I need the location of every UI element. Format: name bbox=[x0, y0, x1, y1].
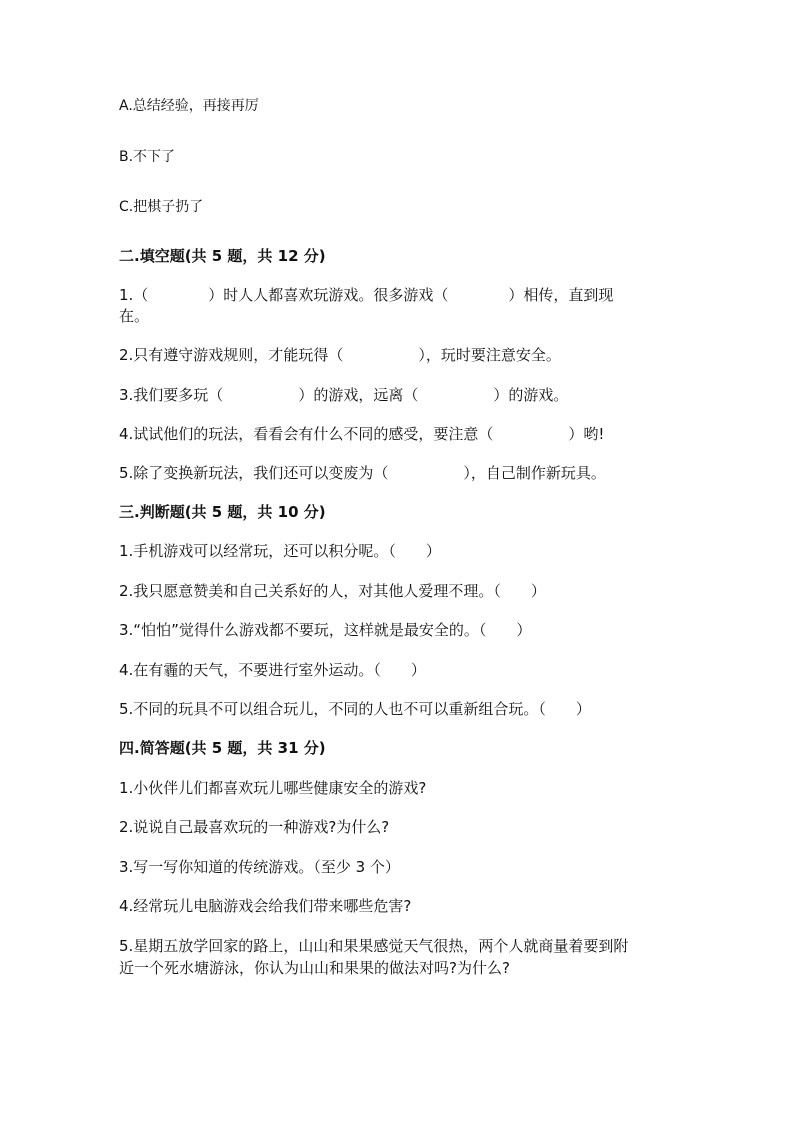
fill-blank-question-1-line-2: 在。 bbox=[119, 307, 150, 325]
choice-option-c: C.把棋子扔了 bbox=[119, 199, 204, 215]
section-heading-true-false: 三.判断题(共 5 题，共 10 分) bbox=[119, 503, 326, 521]
fill-blank-question-5: 5.除了变换新玩法，我们还可以变废为（ ），自己制作新玩具。 bbox=[119, 464, 606, 482]
fill-blank-question-1-line-1: 1.（ ）时人人都喜欢玩游戏。很多游戏（ ）相传，直到现 bbox=[119, 286, 614, 304]
short-answer-question-2: 2.说说自己最喜欢玩的一种游戏?为什么? bbox=[119, 818, 390, 836]
choice-option-b: B.不下了 bbox=[119, 149, 176, 165]
section-heading-fill-blank: 二.填空题(共 5 题，共 12 分) bbox=[119, 247, 326, 265]
fill-blank-question-3: 3.我们要多玩（ ）的游戏，远离（ ）的游戏。 bbox=[119, 386, 569, 404]
short-answer-question-5-line-2: 近一个死水塘游泳，你认为山山和果果的做法对吗?为什么? bbox=[119, 959, 510, 977]
true-false-question-5: 5.不同的玩具不可以组合玩儿，不同的人也不可以重新组合玩。（ ） bbox=[119, 700, 591, 718]
true-false-question-1: 1.手机游戏可以经常玩，还可以积分呢。（ ） bbox=[119, 542, 441, 560]
fill-blank-question-2: 2.只有遵守游戏规则，才能玩得（ ），玩时要注意安全。 bbox=[119, 346, 561, 364]
short-answer-question-5-line-1: 5.星期五放学回家的路上，山山和果果感觉天气很热，两个人就商量着要到附 bbox=[119, 937, 629, 955]
short-answer-question-1: 1.小伙伴儿们都喜欢玩儿哪些健康安全的游戏? bbox=[119, 779, 427, 797]
true-false-question-3: 3.“怕怕”觉得什么游戏都不要玩，这样就是最安全的。（ ） bbox=[119, 621, 532, 639]
fill-blank-question-4: 4.试试他们的玩法，看看会有什么不同的感受，要注意（ ）哟! bbox=[119, 425, 605, 443]
choice-option-a: A.总结经验，再接再厉 bbox=[119, 98, 259, 114]
true-false-question-4: 4.在有霾的天气，不要进行室外运动。（ ） bbox=[119, 661, 426, 679]
section-heading-short-answer: 四.简答题(共 5 题，共 31 分) bbox=[119, 739, 326, 757]
true-false-question-2: 2.我只愿意赞美和自己关系好的人，对其他人爱理不理。（ ） bbox=[119, 582, 546, 600]
short-answer-question-3: 3.写一写你知道的传统游戏。（至少 3 个） bbox=[119, 858, 400, 876]
short-answer-question-4: 4.经常玩儿电脑游戏会给我们带来哪些危害? bbox=[119, 897, 412, 915]
